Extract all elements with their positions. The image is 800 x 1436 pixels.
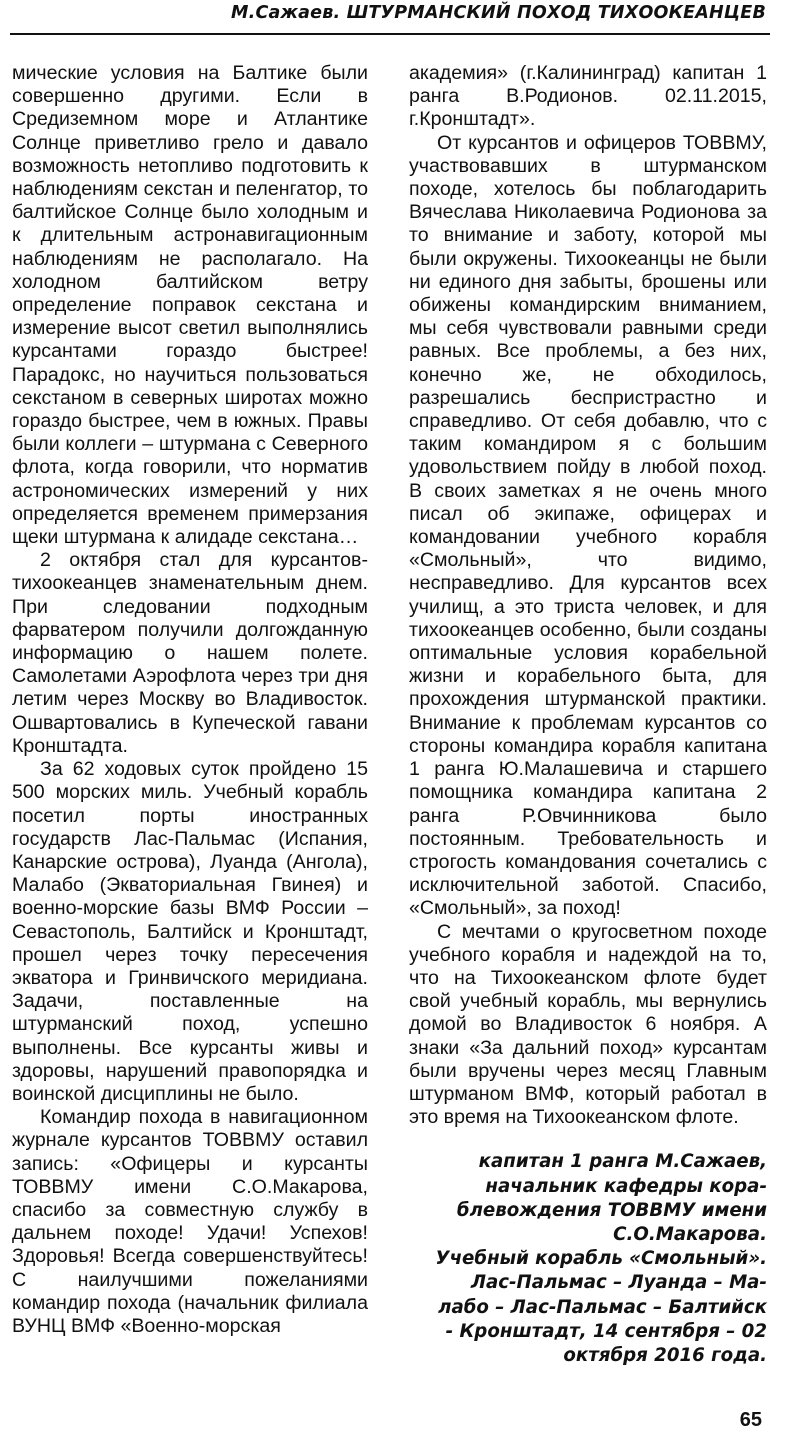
author-signature [409, 1150, 767, 1368]
signature-line: - Кронштадт, 14 сентября – 02 [445, 1320, 767, 1342]
article-paragraph: За 62 ходовых суток пройдено 15 500 морских миль. Учебный корабль посетил порты иностранных государств Лас-Пальмас (Испания, Канарские острова), Луанда (Ангола), Малабо (Экваториальная Гвинея) и военно-морские базы ВМФ России – Севастополь, Балтийск и Кронштадт, прошел через точку пересечения экватора и Гринвичского меридиана. Задачи, поставленные на штурманский поход, успешно выполнены. Все курсанты живы и здоровы, нарушений правопорядка и воинской дисциплины не было. [12, 758, 368, 1105]
signature-line: С.О.Макарова. [613, 1223, 767, 1245]
page-header [0, 0, 800, 40]
article-paragraph: 2 октября стал для курсантов-тихоокеанцев знаменательным днем. При следовании подходным фарватером получили долгожданную информацию о нашем полете. Самолетами Аэрофлота через три дня летим через Москву во Владивосток. Ошвартовались в Купеческой гавани Кронштадта. [12, 549, 368, 757]
signature-line: Учебный корабль «Смольный». [435, 1248, 767, 1270]
article-paragraph: От курсантов и офицеров ТОВВМУ, участвовавших в штурманском походе, хотелось бы поблагодарить Вячеслава Николаевича Родионова за то внимание и заботу, которой мы были окружены. Тихоокеанцы не были ни единого дня забыты, брошены или обижены командирским вниманием, мы себя чувствовали равными среди равных. Все проблемы, а без них, конечно же, не обходилось, разрешались беспристрастно и справедливо. От себя добавлю, что с таким командиром я с большим удовольствием пойду в любой поход. В своих заметках я не очень много писал об экипаже, офицерах и командовании учебного корабля «Смольный», что видимо, несправедливо. Для курсантов всех училищ, а это триста человек, и для тихоокеанцев особенно, были созданы оптимальные условия корабельной жизни и корабельного быта, для прохождения штурманской практики. Внимание к проблемам курсантов со стороны командира корабля капитана 1 ранга Ю.Малашевича и старшего помощника командира капитана 2 ранга Р.Овчинникова было постоянным. Требовательность и строгость командования сочетались с исключительной заботой. Спасибо, «Смольный», за поход! [409, 131, 767, 920]
signature-line: Лас-Пальмас – Луанда – Ма- [470, 1272, 767, 1294]
signature-line: октября 2016 года. [563, 1344, 767, 1366]
running-title: М.Сажаев. ШТУРМАНСКИЙ ПОХОД ТИХООКЕАНЦЕВ [230, 3, 766, 23]
signature-line: капитан 1 ранга М.Сажаев, [478, 1151, 767, 1173]
page-number: 65 [739, 1409, 762, 1431]
header-divider [10, 33, 770, 35]
signature-line: блевождения ТОВВМУ имени [456, 1199, 767, 1221]
signature-line: лабо – Лас-Пальмас – Балтийск [438, 1296, 767, 1318]
article-paragraph: С мечтами о кругосветном походе учебного корабля и надеждой на то, что на Тихоокеанском флоте будет свой учебный корабль, мы вернулись домой во Владивосток 6 ноября. А знаки «За дальний поход» курсантам были вручены через месяц Главным штурманом ВМФ, который работал в это время на Тихоокеанском флоте. [409, 920, 767, 1129]
right-column [409, 62, 767, 1368]
signature-line: начальник кафедры кора- [485, 1175, 767, 1197]
article-paragraph: академия» (г.Калининград) капитан 1 ранга В.Родионов. 02.11.2015, г.Кронштадт». [409, 62, 767, 131]
article-paragraph: мические условия на Балтике были совершенно другими. Если в Средиземном море и Атлантике Солнце приветливо грело и давало возможность нетопливо подготовить к наблюдениям секстан и пеленгатор, то балтийское Солнце было холодным и к длительным астронавигационным наблюдениям не располагало. На холодном балтийском ветру определение поправок секстана и измерение высот светил выполнялись курсантами гораздо быстрее! Парадокс, но научиться пользоваться секстаном в северных широтах можно гораздо быстрее, чем в южных. Правы были коллеги – штурмана с Северного флота, когда говорили, что норматив астрономических измерений у них определяется временем примерзания щеки штурмана к алидаде секстана… [12, 62, 368, 549]
left-column [12, 62, 368, 1338]
article-paragraph: Командир похода в навигационном журнале курсантов ТОВВМУ оставил запись: «Офицеры и курсанты ТОВВМУ имени С.О.Макарова, спасибо за совместную службу в дальнем походе! Удачи! Успехов! Здоровья! Всегда совершенствуйтесь! С наилучшими пожеланиями командир похода (начальник филиала ВУНЦ ВМФ «Военно-морская [12, 1106, 368, 1337]
